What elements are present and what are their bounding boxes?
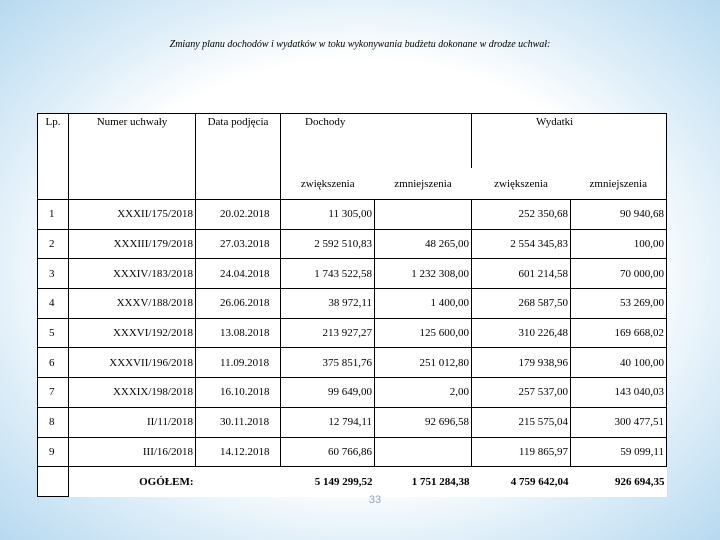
total-wydatki-zmniejszenia: 926 694,35 (615, 475, 665, 488)
table-caption: Zmiany planu dochodów i wydatków w toku wykonywania budżetu dokonane w drodze uchwał: (169, 39, 551, 50)
total-label: OGÓŁEM: (139, 475, 194, 488)
cell-lp: 9 (38, 437, 69, 467)
cell-data: 11.09.2018 (196, 348, 281, 378)
table-row (38, 200, 667, 230)
cell-lp: 8 (38, 407, 69, 437)
cell-empty (196, 467, 281, 497)
cell-wydatki-zmniejszenia: 169 668,02 (571, 318, 667, 348)
table-row (38, 318, 667, 348)
cell-data: 24.04.2018 (196, 259, 281, 289)
cell-dochody-zwiekszenia: 99 649,00 (281, 378, 375, 408)
cell-dochody-zmniejszenia: 125 600,00 (375, 318, 472, 348)
cell-data: 20.02.2018 (196, 200, 281, 230)
cell-data: 14.12.2018 (196, 437, 281, 467)
cell-lp: 4 (38, 289, 69, 319)
cell-dochody-zwiekszenia: 213 927,27 (281, 318, 375, 348)
cell-dochody-zwiekszenia: 60 766,86 (281, 437, 375, 467)
cell-data: 27.03.2018 (196, 229, 281, 259)
cell-wydatki-zwiekszenia: 257 537,00 (472, 378, 571, 408)
cell-lp: 3 (38, 259, 69, 289)
cell-wydatki-zmniejszenia: 90 940,68 (571, 200, 667, 230)
table-row (38, 289, 667, 319)
cell-wydatki-zmniejszenia: 40 100,00 (571, 348, 667, 378)
cell-dochody-zwiekszenia: 2 592 510,83 (281, 229, 375, 259)
cell-numer: III/16/2018 (69, 437, 196, 467)
cell-data: 16.10.2018 (196, 378, 281, 408)
header-lp: Lp. (38, 114, 69, 200)
cell-wydatki-zmniejszenia: 100,00 (571, 229, 667, 259)
cell-numer: XXXIII/179/2018 (69, 229, 196, 259)
cell-dochody-zwiekszenia: 11 305,00 (281, 200, 375, 230)
cell-dochody-zwiekszenia: 38 972,11 (281, 289, 375, 319)
cell-data: 30.11.2018 (196, 407, 281, 437)
header-wydatki-zwiekszenia: zwiększenia (494, 177, 548, 190)
cell-numer: XXXVI/192/2018 (69, 318, 196, 348)
header-data-podjecia: Data podjęcia (196, 114, 281, 200)
cell-dochody-zmniejszenia (375, 437, 472, 467)
budget-changes-table (37, 113, 667, 497)
cell-wydatki-zwiekszenia: 179 938,96 (472, 348, 571, 378)
cell-lp: 7 (38, 378, 69, 408)
cell-dochody-zmniejszenia: 1 400,00 (375, 289, 472, 319)
cell-wydatki-zwiekszenia: 268 587,50 (472, 289, 571, 319)
header-dochody-zwiekszenia: zwiększenia (281, 168, 375, 200)
header-dochody: Dochody (281, 114, 472, 169)
total-dochody-zmniejszenia: 1 751 284,38 (411, 475, 470, 488)
cell-wydatki-zwiekszenia: 310 226,48 (472, 318, 571, 348)
table-row (38, 348, 667, 378)
cell-lp: 6 (38, 348, 69, 378)
cell-data: 13.08.2018 (196, 318, 281, 348)
total-row (38, 467, 667, 497)
cell-dochody-zmniejszenia: 48 265,00 (375, 229, 472, 259)
cell-numer: II/11/2018 (69, 407, 196, 437)
table-row (38, 229, 667, 259)
cell-wydatki-zmniejszenia: 53 269,00 (571, 289, 667, 319)
cell-wydatki-zwiekszenia: 252 350,68 (472, 200, 571, 230)
cell-lp-empty (38, 467, 69, 497)
cell-numer: XXXV/188/2018 (69, 289, 196, 319)
table-row (38, 407, 667, 437)
cell-wydatki-zwiekszenia: 119 865,97 (472, 437, 571, 467)
cell-wydatki-zwiekszenia: 601 214,58 (472, 259, 571, 289)
cell-wydatki-zmniejszenia: 300 477,51 (571, 407, 667, 437)
cell-wydatki-zmniejszenia: 59 099,11 (571, 437, 667, 467)
cell-wydatki-zwiekszenia: 2 554 345,83 (472, 229, 571, 259)
cell-numer: XXXIX/198/2018 (69, 378, 196, 408)
cell-dochody-zwiekszenia: 375 851,76 (281, 348, 375, 378)
cell-wydatki-zmniejszenia: 70 000,00 (571, 259, 667, 289)
cell-wydatki-zmniejszenia: 143 040,03 (571, 378, 667, 408)
cell-dochody-zmniejszenia: 251 012,80 (375, 348, 472, 378)
cell-dochody-zmniejszenia: 2,00 (375, 378, 472, 408)
total-wydatki-zwiekszenia: 4 759 642,04 (510, 475, 569, 488)
cell-lp: 5 (38, 318, 69, 348)
cell-dochody-zwiekszenia: 1 743 522,58 (281, 259, 375, 289)
cell-numer: XXXVII/196/2018 (69, 348, 196, 378)
cell-lp: 1 (38, 200, 69, 230)
table-row (38, 437, 667, 467)
cell-data: 26.06.2018 (196, 289, 281, 319)
header-numer-uchwaly: Numer uchwały (69, 114, 196, 200)
cell-dochody-zmniejszenia (375, 200, 472, 230)
header-wydatki: Wydatki (472, 114, 667, 169)
total-dochody-zwiekszenia: 5 149 299,52 (314, 475, 373, 488)
header-dochody-zmniejszenia: zmniejszenia (394, 177, 452, 190)
page-number: 33 (368, 494, 382, 506)
cell-wydatki-zwiekszenia: 215 575,04 (472, 407, 571, 437)
header-wydatki-zmniejszenia: zmniejszenia (571, 168, 667, 200)
cell-dochody-zmniejszenia: 1 232 308,00 (375, 259, 472, 289)
cell-lp: 2 (38, 229, 69, 259)
cell-numer: XXXIV/183/2018 (69, 259, 196, 289)
cell-dochody-zmniejszenia: 92 696,58 (375, 407, 472, 437)
table-row (38, 259, 667, 289)
table-row (38, 378, 667, 408)
cell-dochody-zwiekszenia: 12 794,11 (281, 407, 375, 437)
cell-numer: XXXII/175/2018 (69, 200, 196, 230)
